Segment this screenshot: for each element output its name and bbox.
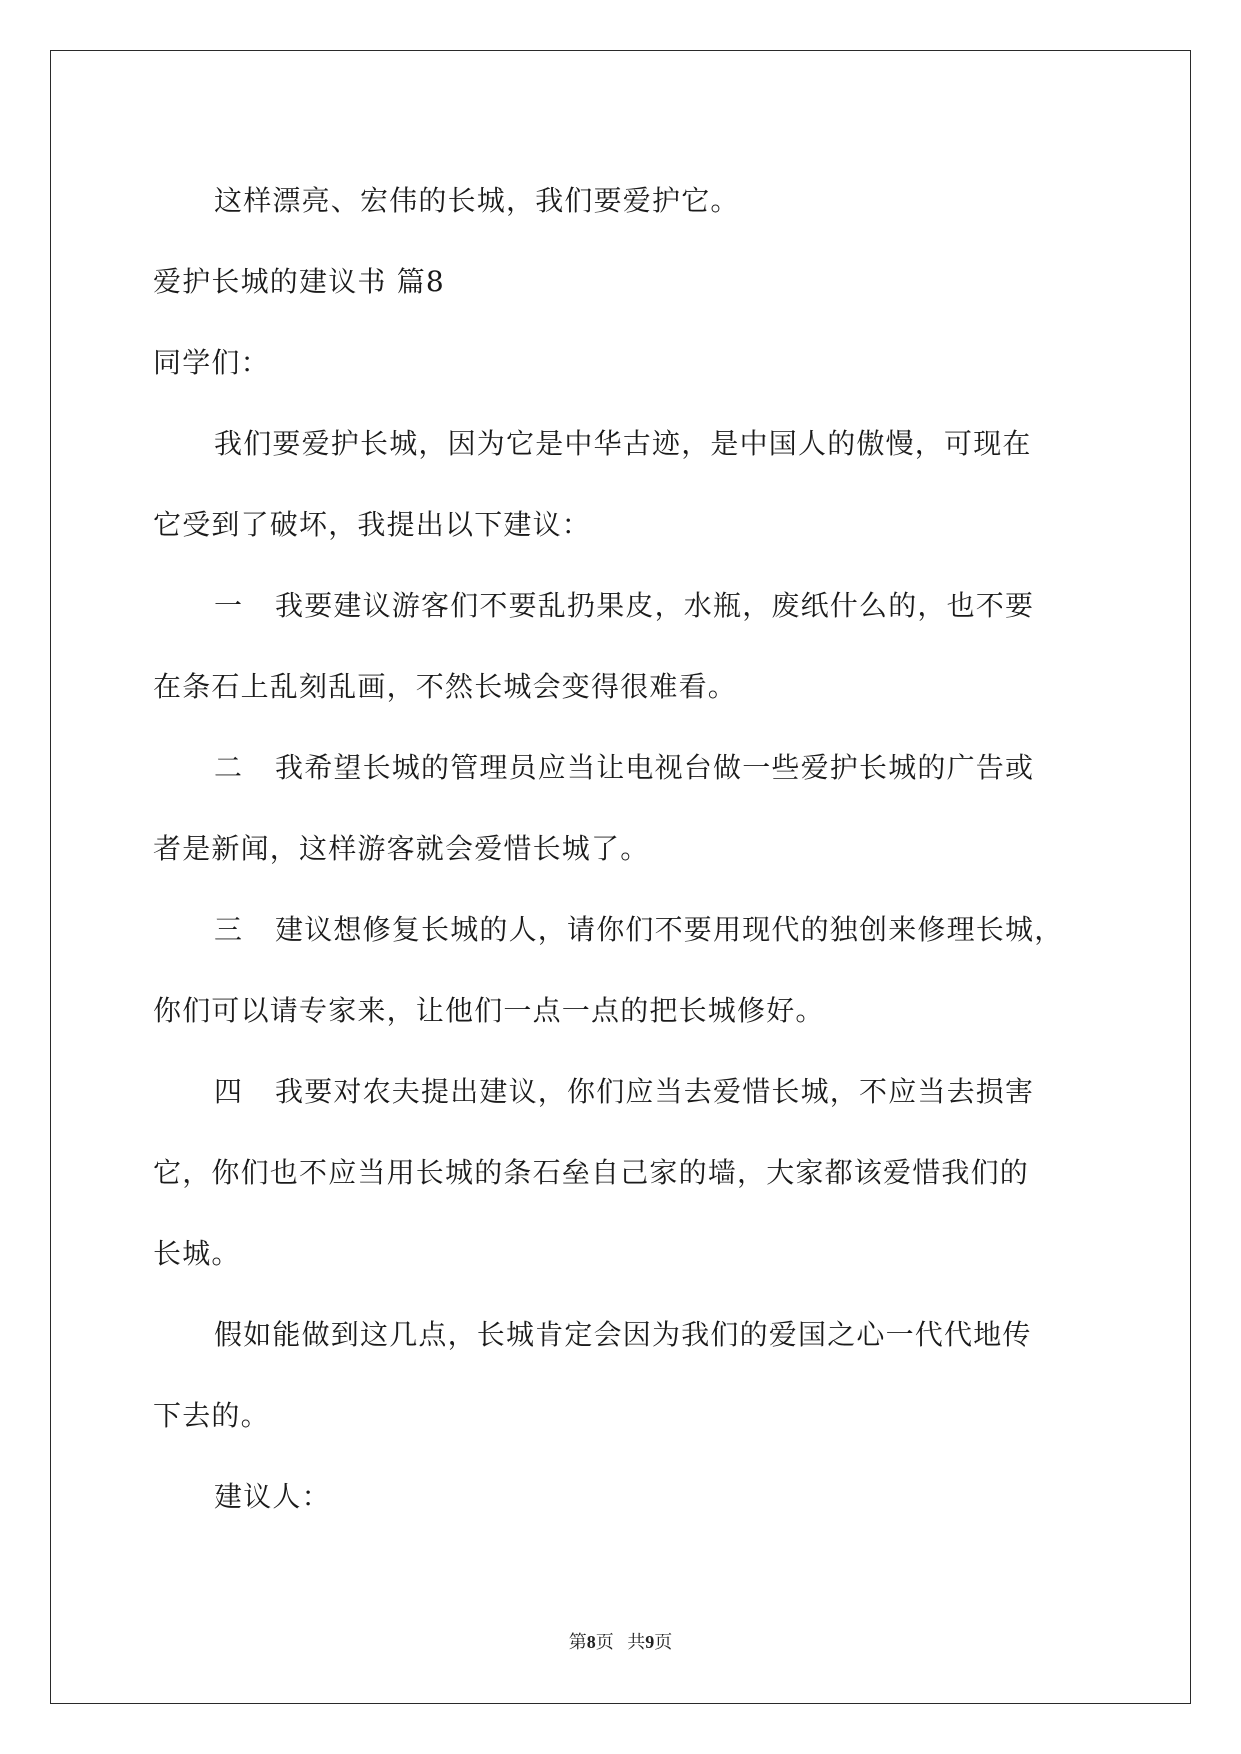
suggestion-item-1 — [153, 565, 1093, 646]
paragraph-line: 我们要爱护长城，因为它是中华古迹，是中国人的傲慢，可现在 — [214, 427, 1032, 460]
signature-label: 建议人： — [214, 1480, 331, 1513]
suggestion-number: 一 — [214, 589, 244, 622]
suggestion-item-2 — [153, 727, 1093, 808]
document-body — [153, 160, 1093, 1537]
suggestion-item-3 — [153, 889, 1093, 970]
footer-total-suffix: 页 — [654, 1632, 673, 1652]
salutation: 同学们： — [153, 346, 270, 379]
paragraph-line: 下去的。 — [153, 1399, 270, 1432]
paragraph-line: 它受到了破坏，我提出以下建议： — [153, 508, 592, 541]
suggestion-text: 建议想修复长城的人，请你们不要用现代的独创来修理长城， — [275, 913, 1064, 946]
document-title: 爱护长城的建议书 篇8 — [153, 265, 445, 298]
suggestion-item-4 — [153, 1051, 1093, 1132]
footer-prefix: 第 — [568, 1632, 587, 1652]
paragraph-line: 者是新闻，这样游客就会爱惜长城了。 — [153, 832, 650, 865]
paragraph-line: 你们可以请专家来，让他们一点一点的把长城修好。 — [153, 994, 825, 1027]
suggestion-number: 二 — [214, 751, 244, 784]
footer-total-prefix: 共 — [627, 1632, 646, 1652]
suggestion-text: 我要对农夫提出建议，你们应当去爱惜长城，不应当去损害 — [275, 1075, 1035, 1108]
footer-page-suffix: 页 — [595, 1632, 614, 1652]
total-page-number: 9 — [645, 1632, 655, 1652]
paragraph-line: 长城。 — [153, 1237, 241, 1270]
paragraph-line: 这样漂亮、宏伟的长城，我们要爱护它。 — [214, 184, 740, 217]
suggestion-text: 我要建议游客们不要乱扔果皮，水瓶，废纸什么的，也不要 — [275, 589, 1035, 622]
current-page-number: 8 — [586, 1632, 596, 1652]
page-footer — [0, 1628, 1241, 1654]
paragraph-line: 在条石上乱刻乱画，不然长城会变得很难看。 — [153, 670, 738, 703]
suggestion-number: 三 — [214, 913, 244, 946]
paragraph-line: 它，你们也不应当用长城的条石垒自己家的墙，大家都该爱惜我们的 — [153, 1156, 1030, 1189]
suggestion-number: 四 — [214, 1075, 244, 1108]
suggestion-text: 我希望长城的管理员应当让电视台做一些爱护长城的广告或 — [275, 751, 1035, 784]
paragraph-line: 假如能做到这几点，长城肯定会因为我们的爱国之心一代代地传 — [214, 1318, 1032, 1351]
